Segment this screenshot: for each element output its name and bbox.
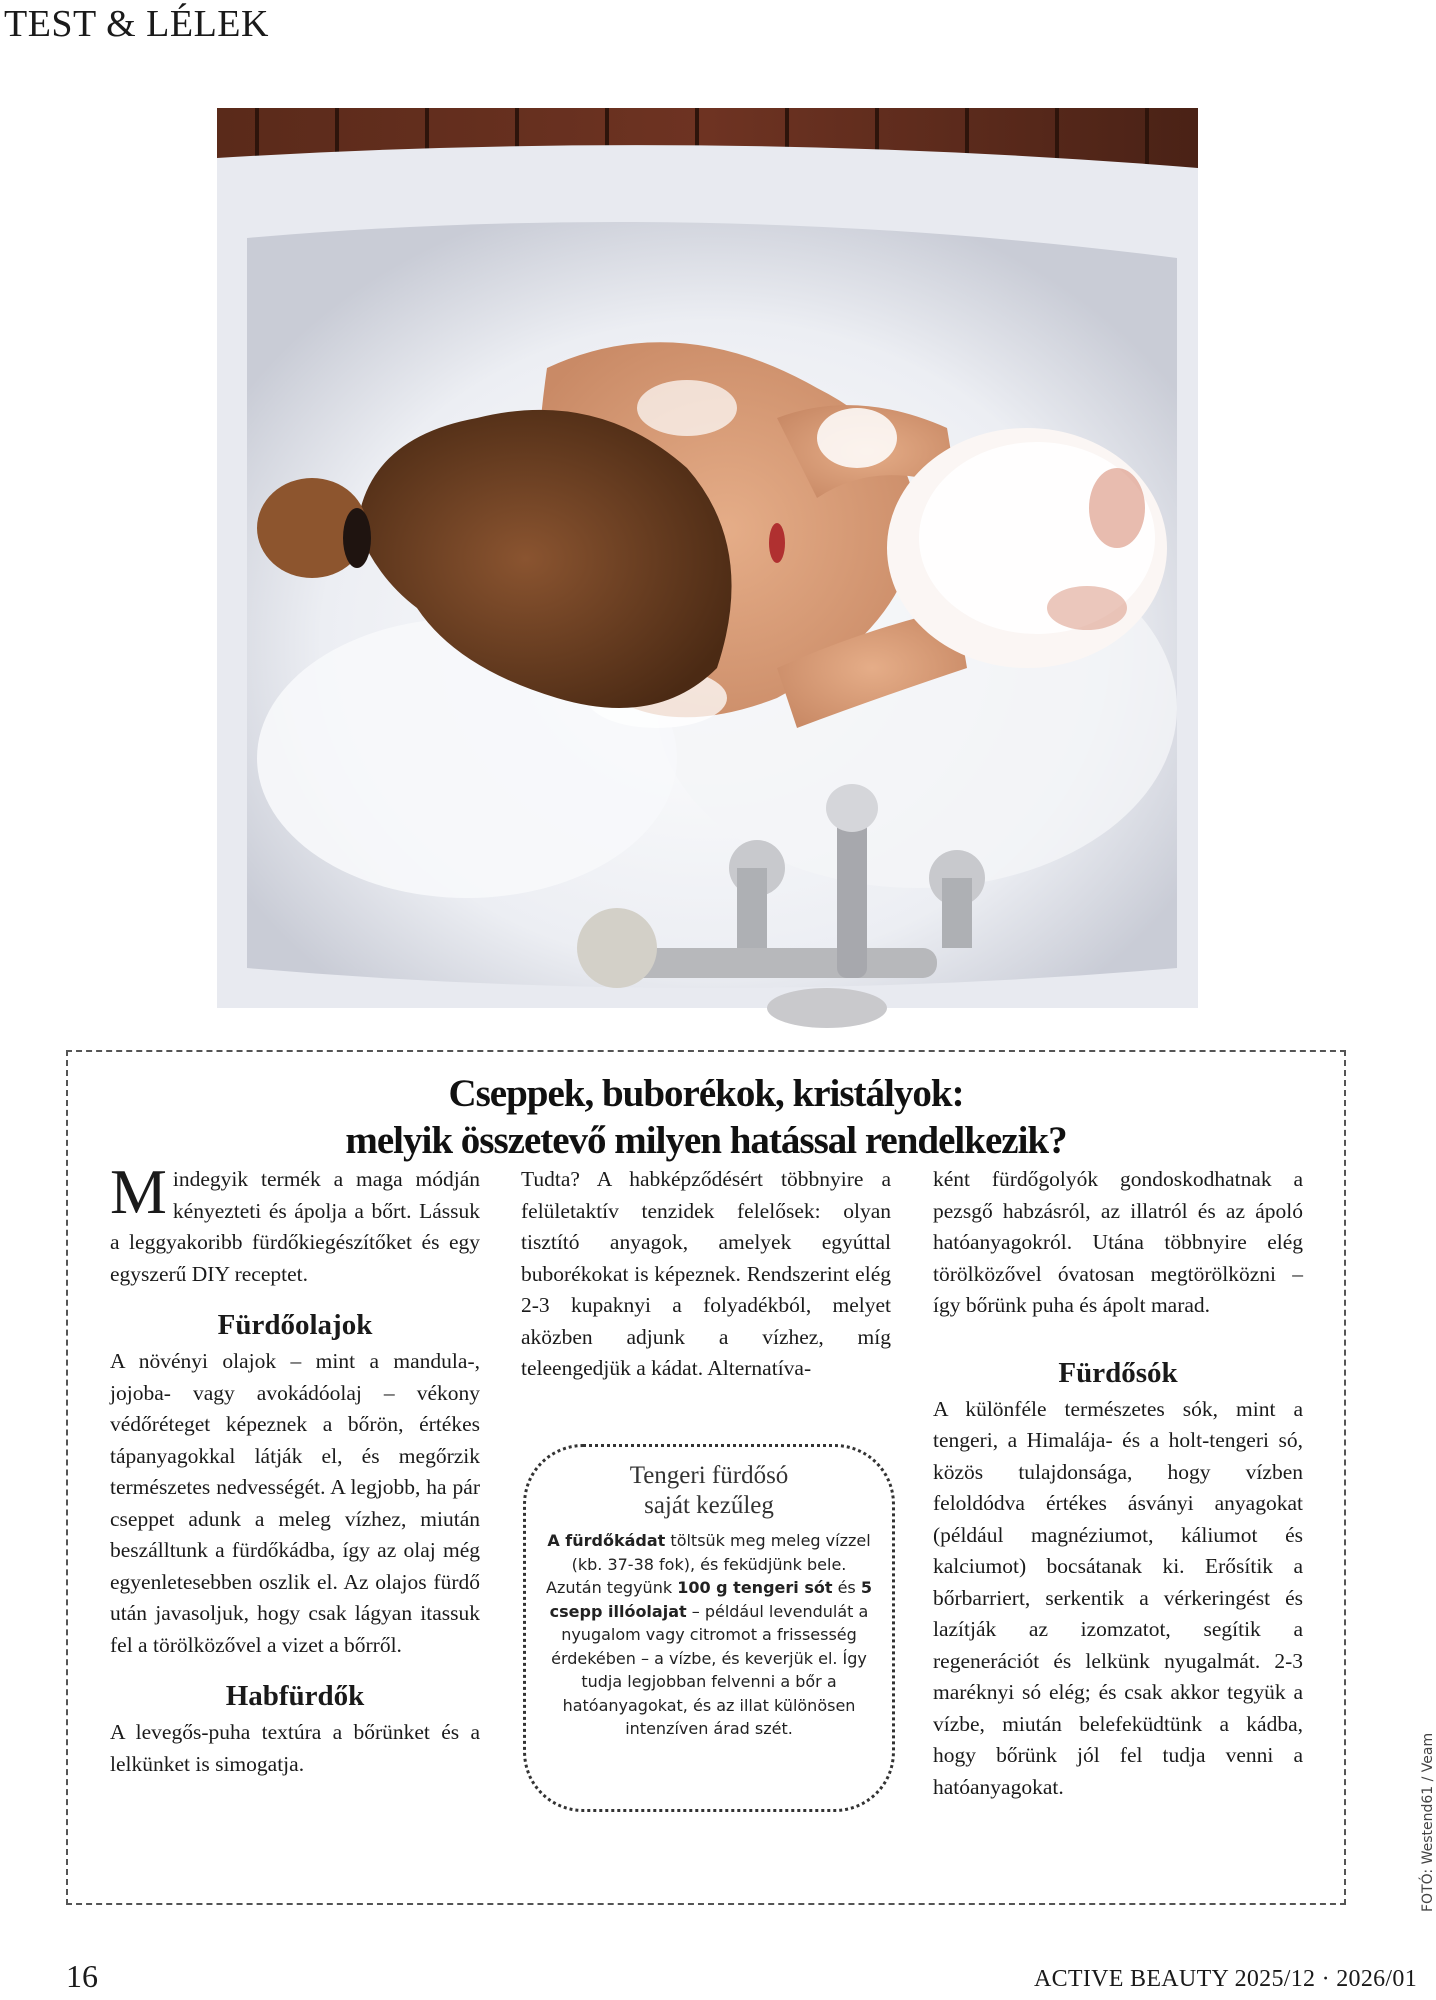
foam-text-2: Tudta? A habképződésért többnyire a felületaktív tenzidek felelősek: olyan tisztító anyagok, amelyek egyúttal buborékokat is képeznek. Rendszerint elég 2-3 kupaknyi a folyadékból, melyet aközben adjunk a vízhez, míg teleengedjük a kádat. Alternatíva- <box>521 1167 891 1380</box>
intro-paragraph <box>110 1156 480 1290</box>
tip-text-3: – például levendulát a nyugalom vagy citromot a frissesség érdekében – a vízbe, és keverjük el. Így tudja legjobban felvenni a bőr a hatóanyagokat, és az illat különösen intenzíven árad szét. <box>551 1601 869 1738</box>
oils-heading: Fürdőolajok <box>217 1309 373 1341</box>
tip-title-line2: saját kezűleg <box>644 1492 774 1519</box>
box-title <box>68 1070 1344 1164</box>
section-label: TEST & LÉLEK <box>4 3 269 45</box>
salts-text: A különféle természetes sók, mint a tengeri, a Himalája- és a holt-tengeri só, közös tulajdonsága, hogy vízben feloldódva értékes ásványi anyagokat (például magnéziumot, káliumot és kalciumot) bocsátanak ki. Erősítik a bőrbarriert, serkentik a vérkeringést és lazítják az izomzatot, segítik a regenerációt és lelkünk nyugalmát. 2-3 maréknyi só elég; és csak akkor tegyük a vízbe, miután belefeküdtünk a kádba, hogy bőrünk jól fel tudja venni a hatóanyagokat. <box>933 1396 1303 1799</box>
intro-text: indegyik termék a maga módján kényezteti és ápolja a bőrt. Lássuk a leggyakoribb fürdőkiegészítőket és egy egyszerű DIY receptet. <box>110 1167 480 1286</box>
tip-text <box>544 1529 874 1741</box>
bathtub-photo-illustration <box>217 108 1198 1008</box>
tip-text-1: töltsük meg meleg vízzel (kb. 37-38 fok), és feküdjünk bele. Azután tegyünk <box>546 1531 871 1597</box>
tip-text-2: és <box>832 1578 861 1597</box>
foam-heading: Habfürdők <box>225 1680 365 1712</box>
tip-title <box>526 1461 892 1521</box>
foam-text-1: A levegős-puha textúra a bőrünket és a lelkünket is simogatja. <box>110 1720 480 1776</box>
magazine-footer: ACTIVE BEAUTY 2025/12 · 2026/01 <box>1033 1966 1417 1992</box>
tip-bold-2: 100 g tengeri sót <box>677 1578 833 1597</box>
column-1 <box>110 1156 480 1780</box>
tip-bold-3: 5 csepp illóolajat <box>549 1578 872 1621</box>
drop-cap: M <box>110 1156 167 1227</box>
column-3 <box>933 1164 1303 1803</box>
info-box <box>66 1050 1346 1905</box>
column-2 <box>521 1164 891 1385</box>
recipe-tip-box <box>523 1444 895 1812</box>
tip-title-line1: Tengeri fürdősó <box>629 1462 789 1489</box>
box-title-line2: melyik összetevő milyen hatással rendelkezik? <box>345 1119 1067 1162</box>
oils-text: A növényi olajok – mint a mandula-, jojoba- vagy avokádóolaj – vékony védőréteget képeznek a bőrön, értékes tápanyagokkal látják el, és megőrzik természetes nedvességét. A legjobb, ha pár cseppet adunk a meleg vízhez, miután beszálltunk a fürdőkádba, így az olaj még egyenletesebben oszlik el. Az olajos fürdő után javasoljuk, hogy csak lágyan itassuk fel a törölközővel a vizet a bőrről. <box>110 1349 480 1657</box>
photo-credit: FOTÓ: Westend61 / Veam <box>1420 1732 1436 1912</box>
tip-bold-1: A fürdőkádat <box>547 1531 666 1550</box>
salts-heading: Fürdősók <box>1058 1356 1178 1389</box>
foam-text-3: ként fürdőgolyók gondoskodhatnak a pezsgő habzásról, az illatról és az ápoló hatóanyagokról. Utána többnyire elég törölközővel óvatosan megtörölközni – így bőrünk puha és ápolt marad. <box>933 1167 1303 1317</box>
page-number: 16 <box>66 1958 98 1994</box>
box-title-line1: Cseppek, buborékok, kristályok: <box>448 1072 964 1115</box>
bath-photo <box>217 108 1198 1008</box>
